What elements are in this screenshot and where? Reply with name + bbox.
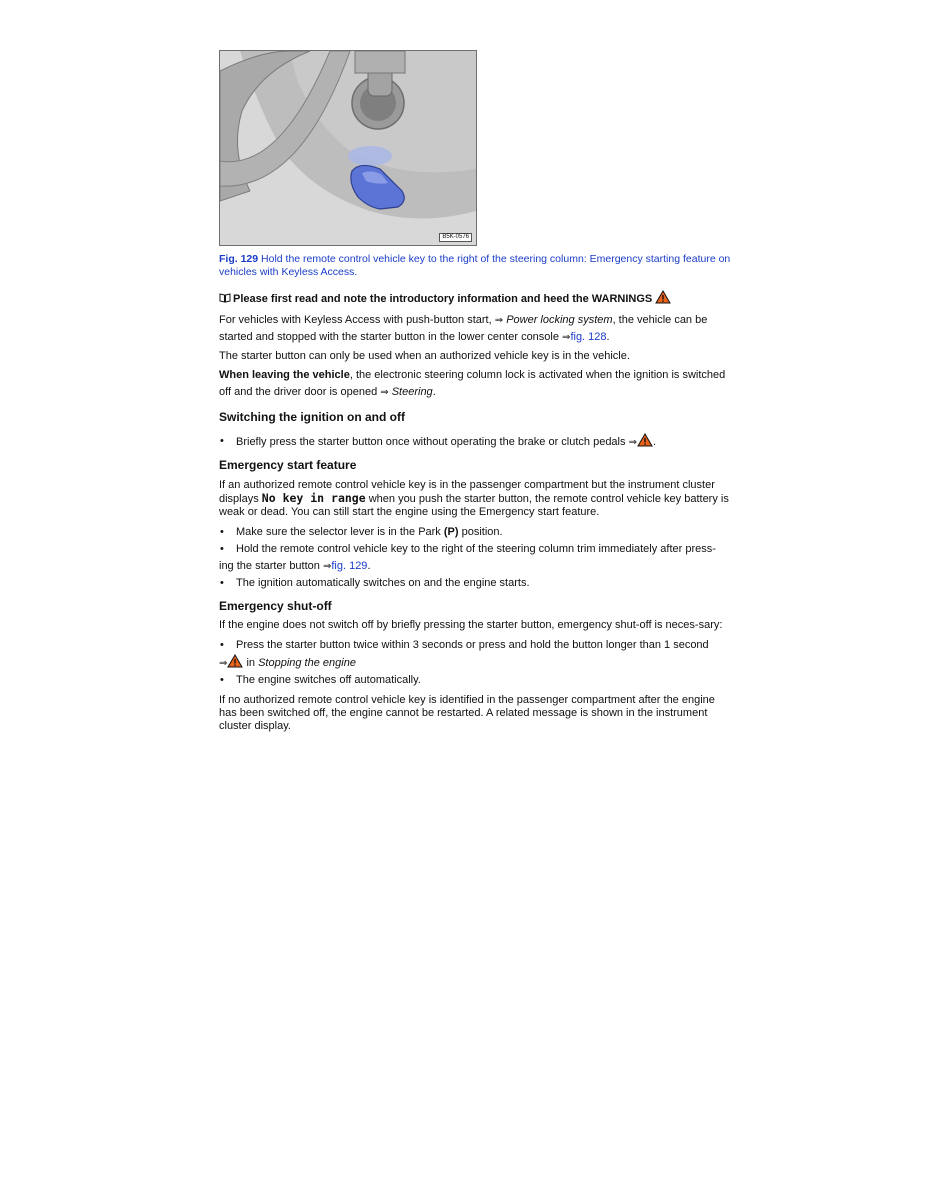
- heading-emergency-shutoff: Emergency shut-off: [219, 599, 332, 613]
- list-item: [219, 575, 734, 592]
- bullet-icon: •: [220, 543, 224, 555]
- text: The engine switches off automatically.: [236, 674, 421, 686]
- text: The ignition automatically switches on and the engine starts.: [236, 577, 530, 589]
- intro-text: Please first read and note the introductory information and heed the WARNINGS: [233, 293, 653, 305]
- warning-triangle-icon: [655, 290, 671, 304]
- text: Briefly press the starter button once without operating the brake or clutch pedals: [236, 436, 629, 448]
- paragraph-emergency-start: [219, 479, 734, 519]
- text: Hold the remote control vehicle key to the right of the steering column trim immediately after press-: [236, 543, 716, 555]
- text: position.: [458, 526, 503, 538]
- paragraph-final: If no authorized remote control vehicle key is identified in the passenger compartment after the engine has been switched off, the engine cannot be restarted. A related message is shown in the instrument cluster display.: [219, 694, 715, 732]
- paragraph-leaving-vehicle: [219, 367, 734, 401]
- text: .: [367, 560, 371, 572]
- ref-stopping-engine[interactable]: Stopping the engine: [258, 657, 356, 669]
- link-fig-128[interactable]: fig. 128: [570, 331, 607, 343]
- text: when you push the starter button, the remote control vehicle key battery is weak or dead. You can still start the engine using the Emergency start feature.: [219, 493, 729, 518]
- bullet-icon: •: [220, 526, 224, 538]
- list-item: [219, 672, 734, 689]
- text: If an authorized remote control vehicle key is in the passenger compartment but the instrument cluster displays: [219, 479, 715, 505]
- figure-caption: [219, 253, 734, 278]
- list-item: • Briefly press the starter button once without operating the brake or clutch pedals ⇒ .: [220, 435, 657, 448]
- text: ing the starter button: [219, 560, 323, 572]
- arrow-icon: ⇒: [219, 658, 228, 669]
- warning-triangle-icon[interactable]: [227, 654, 243, 668]
- caption-label: Fig. 129: [219, 253, 259, 265]
- heading-emergency-start: Emergency start feature: [219, 458, 357, 472]
- text: Press the starter button twice within 3 seconds or press and hold the button longer than 1 second: [236, 639, 709, 651]
- paragraph-keyless-intro: [219, 312, 734, 346]
- paragraph-starter-button: The starter button can only be used when an authorized vehicle key is in the vehicle.: [219, 350, 630, 362]
- list-item: [219, 541, 734, 558]
- ref-steering[interactable]: Steering: [391, 386, 433, 398]
- intro-note: [219, 290, 734, 308]
- link-fig-129[interactable]: fig. 129: [331, 560, 368, 572]
- text: , the electronic steering column lock is activated when the ignition is switched off and the driver door is opened: [219, 369, 726, 398]
- text: Make sure the selector lever is in the Park: [236, 526, 444, 538]
- bold-text: When leaving the vehicle: [219, 369, 350, 381]
- bullet-icon: •: [220, 639, 224, 651]
- text: .: [606, 331, 610, 343]
- arrow-icon: ⇒: [322, 561, 332, 572]
- bold-text: (P): [443, 526, 459, 538]
- manual-page: [219, 50, 734, 733]
- list-item-continuation: [219, 558, 734, 575]
- ref-power-locking[interactable]: Power locking system: [506, 314, 613, 326]
- steering-column-illustration: [220, 51, 476, 245]
- text: in: [243, 657, 259, 669]
- book-icon: [219, 293, 231, 303]
- list-item-continuation: [219, 654, 734, 672]
- text: For vehicles with Keyless Access with push-button start,: [219, 314, 495, 326]
- heading-ignition: Switching the ignition on and off: [219, 410, 405, 424]
- figure-code: B5K-0576: [439, 233, 472, 242]
- paragraph-emergency-shutoff: If the engine does not switch off by briefly pressing the starter button, emergency shut-off is neces-sary:: [219, 619, 723, 631]
- list-item: [219, 524, 734, 541]
- bullet-icon: •: [220, 577, 224, 589]
- bullet-icon: •: [220, 435, 224, 447]
- display-message: No key in range: [261, 491, 366, 505]
- warning-triangle-icon[interactable]: [637, 433, 653, 447]
- bullet-icon: •: [220, 674, 224, 686]
- figure-keyless-emergency-start: [219, 50, 477, 246]
- caption-text: Hold the remote control vehicle key to the right of the steering column: Emergency starting feature on vehicles with Keyless Access.: [219, 253, 731, 278]
- list-item: [219, 637, 734, 654]
- arrow-icon: ⇒: [628, 437, 637, 448]
- text: .: [432, 386, 436, 398]
- arrow-icon: ⇒: [380, 387, 389, 398]
- arrow-icon: ⇒: [494, 315, 504, 326]
- text: , the vehicle can be started and stopped with the starter button in the lower center console: [219, 314, 708, 343]
- arrow-icon: ⇒: [562, 332, 571, 343]
